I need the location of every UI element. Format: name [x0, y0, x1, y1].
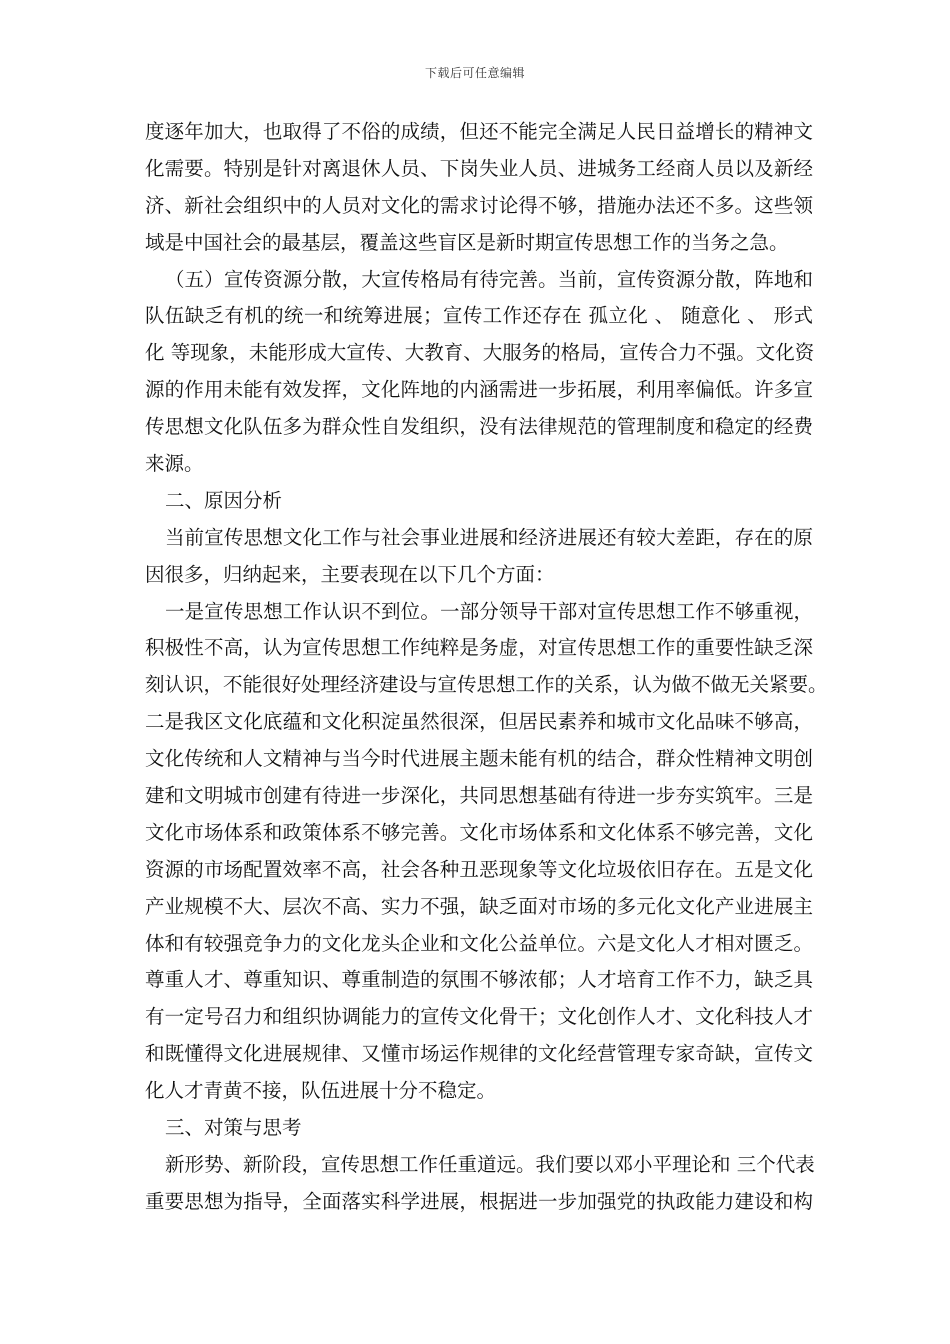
text-line: 重要思想为指导，全面落实科学进展，根据进一步加强党的执政能力建设和构 — [145, 1189, 813, 1213]
text-line: 化人才青黄不接，队伍进展十分不稳定。 — [145, 1079, 497, 1103]
text-line: 建和文明城市创建有待进一步深化，共同思想基础有待进一步夯实筑牢。三是 — [145, 784, 813, 808]
text-line: 资源的市场配置效率不高，社会各种丑恶现象等文化垃圾依旧存在。五是文化 — [145, 857, 813, 881]
page-header: 下载后可任意编辑 — [424, 66, 525, 80]
text-line: 因很多，归纳起来，主要表现在以下几个方面： — [145, 562, 555, 586]
text-line: 新形势、新阶段，宣传思想工作任重道远。我们要以邓小平理论和 三个代表 — [165, 1152, 815, 1176]
document-body — [145, 114, 828, 1221]
text-line: 队伍缺乏有机的统一和统筹进展；宣传工作还存在 孤立化 、 随意化 、 形式 — [145, 304, 813, 328]
text-line: 体和有较强竞争力的文化龙头企业和文化公益单位。六是文化人才相对匮乏。 — [145, 931, 813, 955]
text-line: 文化传统和人文精神与当今时代进展主题未能有机的结合，群众性精神文明创 — [145, 747, 813, 771]
text-line: 传思想文化队伍多为群众性自发组织，没有法律规范的管理制度和稳定的经费 — [145, 415, 813, 439]
text-line: 尊重人才、尊重知识、尊重制造的氛围不够浓郁；人才培育工作不力，缺乏具 — [145, 968, 813, 992]
text-line: 源的作用未能有效发挥，文化阵地的内涵需进一步拓展，利用率偏低。许多宣 — [145, 378, 813, 402]
text-line: 度逐年加大，也取得了不俗的成绩，但还不能完全满足人民日益增长的精神文 — [145, 120, 813, 143]
text-line: 化需要。特别是针对离退休人员、下岗失业人员、进城务工经商人员以及新经 — [145, 156, 813, 180]
text-line: 域是中国社会的最基层，覆盖这些盲区是新时期宣传思想工作的当务之急。 — [145, 230, 789, 254]
text-line: 积极性不高，认为宣传思想工作纯粹是务虚，对宣传思想工作的重要性缺乏深 — [145, 636, 813, 660]
text-line: 二是我区文化底蕴和文化积淀虽然很深，但居民素养和城市文化品味不够高， — [145, 710, 813, 734]
text-line: 一是宣传思想工作认识不到位。一部分领导干部对宣传思想工作不够重视， — [165, 599, 813, 623]
text-line: 化 等现象，未能形成大宣传、大教育、大服务的格局，宣传合力不强。文化资 — [145, 341, 815, 365]
text-line: （五）宣传资源分散，大宣传格局有待完善。当前，宣传资源分散，阵地和 — [165, 267, 813, 291]
text-line: 和既懂得文化进展规律、又懂市场运作规律的文化经营管理专家奇缺，宣传文 — [145, 1042, 813, 1066]
text-line: 三、对策与思考 — [165, 1116, 302, 1140]
text-line: 济、新社会组织中的人员对文化的需求讨论得不够，措施办法还不多。这些领 — [145, 193, 813, 217]
text-line: 文化市场体系和政策体系不够完善。文化市场体系和文化体系不够完善，文化 — [145, 820, 813, 844]
text-line: 刻认识，不能很好处理经济建设与宣传思想工作的关系，认为做不做无关紧要。 — [145, 673, 828, 697]
text-line: 当前宣传思想文化工作与社会事业进展和经济进展还有较大差距，存在的原 — [165, 525, 813, 549]
text-line: 二、原因分析 — [165, 488, 283, 512]
text-line: 来源。 — [145, 452, 204, 476]
text-line: 产业规模不大、层次不高、实力不强，缺乏面对市场的多元化文化产业进展主 — [145, 894, 813, 918]
text-line: 有一定号召力和组织协调能力的宣传文化骨干；文化创作人才、文化科技人才 — [145, 1005, 813, 1029]
